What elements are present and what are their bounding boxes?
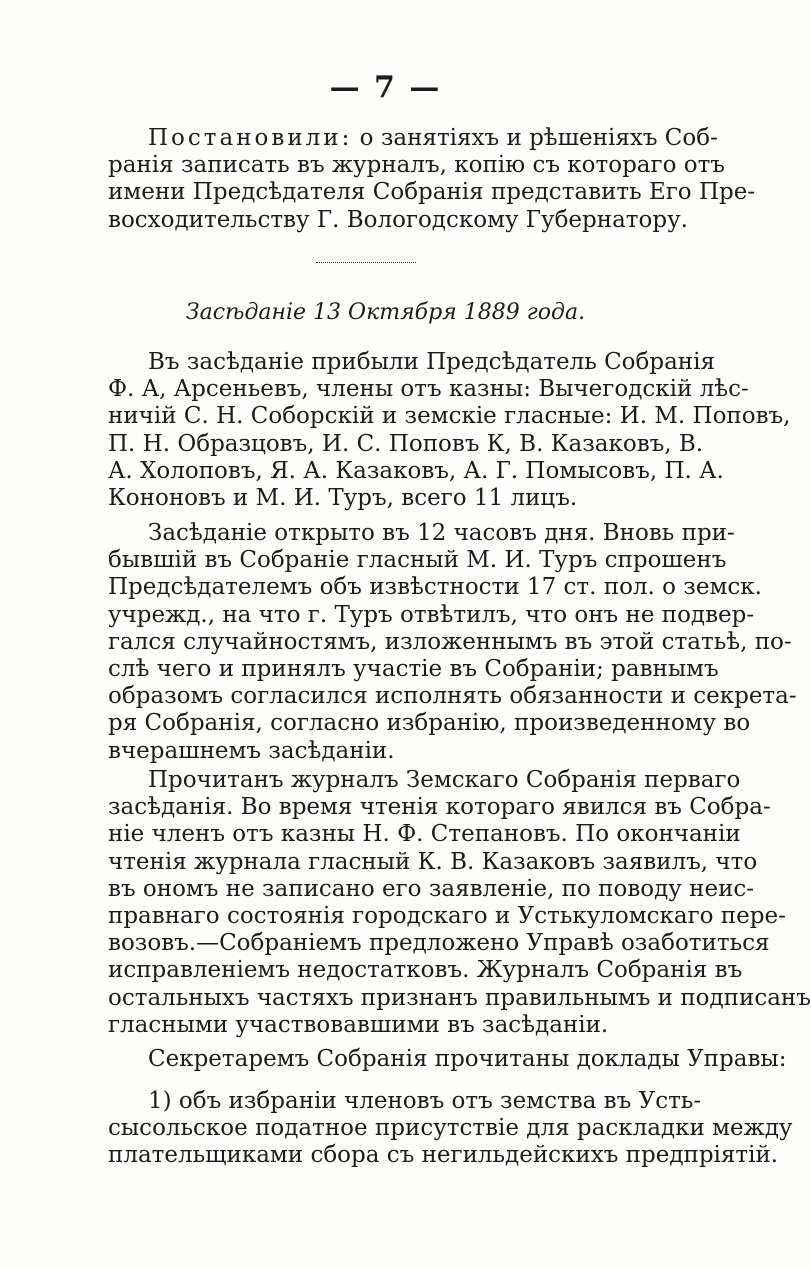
text-line: вчерашнемъ засѣданіи. [108,737,395,764]
text-line: бывшій въ Собраніе гласный М. И. Туръ спрошенъ [108,547,727,574]
text-line: А. Холоповъ, Я. А. Казаковъ, А. Г. Помысовъ, П. А. [108,457,724,484]
text-line: ничій С. Н. Соборскій и земскіе гласные: И. М. Поповъ, [108,403,791,430]
text-line: 1) объ избраніи членовъ отъ земства въ Усть- [148,1088,702,1114]
paragraph-journal [108,767,811,1039]
lead-word: Постановили: [148,125,353,151]
text-line: исправленіемъ недостатковъ. Журналъ Собранія въ [108,957,743,984]
paragraph-reports [108,1046,787,1073]
text-line: ніе членъ отъ казны Н. Ф. Степановъ. По окончаніи [108,821,741,848]
text-line: сысольское податное присутствіе для раскладки между [108,1115,793,1142]
text-line: засѣданія. Во время чтенія котораго явился въ Собра- [108,794,771,821]
text-line: остальныхъ частяхъ признанъ правильнымъ и подписанъ [108,984,811,1011]
text-line: Предсѣдателемъ объ извѣстности 17 ст. пол. о земск. [108,574,762,601]
paragraph-attendance [108,349,791,512]
text-line: ря Собранія, согласно избранію, произведенному во [108,710,751,737]
text-line: гался случайностямъ, изложеннымъ въ этой статьѣ, по- [108,628,792,655]
text-line: Постановили: о занятіяхъ и рѣшеніяхъ Соб- [148,125,718,151]
text-line: чтенія журнала гласный К. В. Казаковъ заявилъ, что [108,848,758,875]
text-line: ранія записать въ журналъ, копію съ котораго отъ [108,152,725,179]
text-line: Секретаремъ Собранія прочитаны доклады Управы: [148,1046,787,1072]
paragraph-resolution [108,125,756,234]
session-title: Засѣданіе 13 Октября 1889 года. [185,300,586,325]
section-divider [316,262,416,263]
text-line: въ ономъ не записано его заявленіе, по поводу неис- [108,875,755,902]
text-line: имени Предсѣдателя Собранія представить Его Пре- [108,179,756,206]
text-line: восходительству Г. Вологодскому Губернатору. [108,206,688,233]
text-line: Въ засѣданіе прибыли Предсѣдатель Собранія [148,349,716,375]
text-line: учрежд., на что г. Туръ отвѣтилъ, что онъ не подвер- [108,601,755,628]
text-line: Ф. А, Арсеньевъ, члены отъ казны: Вычегодскій лѣс- [108,376,749,403]
text-line: гласными участвовавшими въ засѣданіи. [108,1011,609,1038]
text-line: П. Н. Образцовъ, И. С. Поповъ К, В. Казаковъ, В. [108,430,704,457]
text-line: правнаго состоянія городскаго и Устькуломскаго пере- [108,902,786,929]
paragraph-item-1 [108,1088,793,1170]
paragraph-opening [108,520,797,765]
page-number: — 7 — [329,70,442,105]
text-line: образомъ согласился исполнять обязанности и секрета- [108,683,797,710]
text-line: плательщиками сбора съ негильдейскихъ предпріятій. [108,1142,779,1169]
text-line: возовъ.—Собраніемъ предложено Управѣ озаботиться [108,930,770,957]
text-line: Кононовъ и М. И. Туръ, всего 11 лицъ. [108,484,578,511]
text-line: Засѣданіе открыто въ 12 часовъ дня. Вновь при- [148,520,735,546]
text-line: слѣ чего и принялъ участіе въ Собраніи; равнымъ [108,655,719,682]
text-line: Прочитанъ журналъ Земскаго Собранія перваго [148,767,741,793]
